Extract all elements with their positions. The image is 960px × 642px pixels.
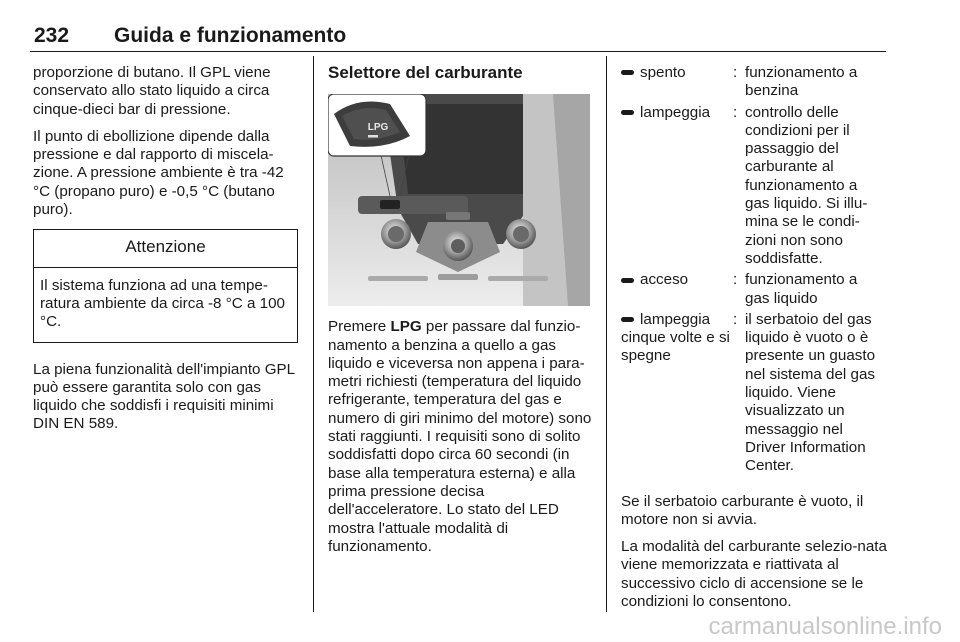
warning-box bbox=[33, 229, 298, 342]
section-title: Guida e funzionamento bbox=[114, 24, 347, 47]
led-state-cell bbox=[621, 271, 733, 311]
column-divider-1 bbox=[313, 56, 314, 612]
led-indicator-icon bbox=[621, 317, 634, 322]
column-left bbox=[33, 64, 298, 443]
paragraph-fuel-mode-memory: La modalità del carburante selezio-nata viene memorizzata e riattivata al successivo ciclo di accensione se le condizioni lo consentono. bbox=[621, 538, 887, 611]
lpg-button-name: LPG bbox=[390, 318, 422, 336]
led-row-off bbox=[621, 64, 885, 104]
paragraph-lpg-button-rest: per passare dal funzio-namento a benzina a quello a gas liquido e viceversa non appena i para-metri richiesti (temperatura del liquido refrigerante, temperatura del gas e numero di giri minimo del motore) sono stati raggiunti. I requisiti sono di solito soddisfatti dopo circa 60 secondi (in base alla temperatura esterna) e alla prima pressione decisa dell'acceleratore. Lo stato del LED mostra l'attuale modalità di funzionamento. bbox=[328, 318, 592, 555]
led-state-cell bbox=[621, 64, 733, 104]
led-state-label: lampeggia bbox=[640, 103, 711, 121]
led-status-table bbox=[621, 64, 885, 479]
paragraph-din-requirements: La piena funzionalità dell'impianto GPL può essere garantita solo con gas liquido che soddisfi i requisiti minimi DIN EN 589. bbox=[33, 360, 295, 433]
led-indicator-icon bbox=[621, 278, 634, 283]
column-right bbox=[621, 64, 889, 620]
paragraph-lpg-button bbox=[328, 318, 592, 556]
column-middle bbox=[328, 64, 592, 565]
led-indicator-icon bbox=[621, 70, 634, 75]
warning-text: Il sistema funziona ad una tempe-ratura ambiente da circa -8 °C a 100 °C. bbox=[40, 276, 285, 331]
led-state-label: lampeggia cinque volte e si spegne bbox=[621, 310, 730, 365]
dashboard-console-image bbox=[328, 94, 590, 306]
led-state-label: spento bbox=[640, 64, 686, 81]
led-meaning: funzionamento a benzina bbox=[745, 64, 858, 100]
led-separator: : bbox=[733, 64, 738, 81]
led-state-label: acceso bbox=[640, 271, 689, 289]
paragraph-lpg-button-start: Premere bbox=[328, 318, 391, 336]
paragraph-lpg-storage: proporzione di butano. Il GPL viene conservato allo stato liquido a circa cinque-dieci bar di pressione. bbox=[33, 64, 271, 118]
led-indicator-icon bbox=[621, 110, 634, 115]
led-state-cell bbox=[621, 104, 733, 272]
led-row-flashing bbox=[621, 104, 885, 272]
led-meaning: funzionamento a gas liquido bbox=[745, 271, 858, 307]
watermark: carmanualsonline.info bbox=[708, 613, 942, 640]
subsection-title: Selettore del carburante bbox=[328, 63, 523, 82]
header-rule bbox=[30, 51, 886, 52]
column-divider-2 bbox=[606, 56, 607, 612]
paragraph-empty-tank: Se il serbatoio carburante è vuoto, il motore non si avvia. bbox=[621, 492, 864, 528]
led-separator: : bbox=[733, 103, 738, 121]
led-separator: : bbox=[733, 310, 738, 328]
led-row-flash-five-off bbox=[621, 311, 885, 479]
led-separator: : bbox=[733, 271, 738, 289]
warning-title: Attenzione bbox=[34, 230, 297, 267]
paragraph-boiling-point: Il punto di ebollizione dipende dalla pressione e dal rapporto di miscela-zione. A pressione ambiente è tra -42 °C (propano puro) e -0,5 °C (butano puro). bbox=[33, 127, 284, 219]
led-meaning: il serbatoio del gas liquido è vuoto o è presente un guasto nel sistema del gas liquido. Viene visualizzato un messaggio nel Driver Information Center. bbox=[745, 310, 876, 475]
led-meaning: controllo delle condizioni per il passaggio del carburante al funzionamento a gas liquido. Si illu-mina se le condi-zioni non sono soddisfatte. bbox=[745, 103, 868, 267]
page-number: 232 bbox=[34, 24, 70, 47]
led-state-cell bbox=[621, 311, 733, 479]
led-row-on bbox=[621, 271, 885, 311]
lpg-button-label: LPG bbox=[367, 122, 389, 134]
